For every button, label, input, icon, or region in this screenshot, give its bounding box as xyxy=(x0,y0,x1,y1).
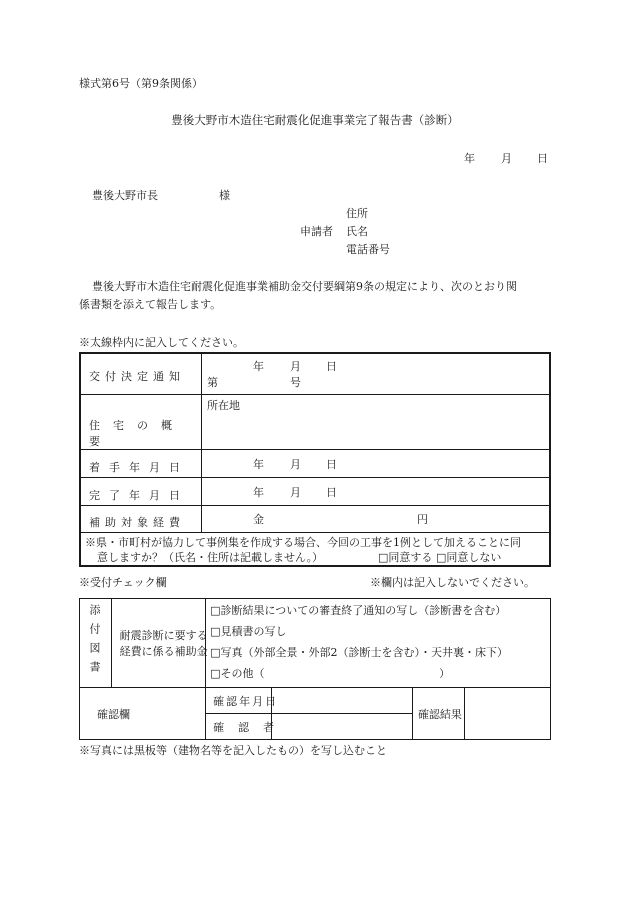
do-not-fill-note: ※欄内は記入しないでください。 xyxy=(370,576,535,589)
label-chars: 補助対象経費 xyxy=(89,515,185,529)
start-date-field[interactable] xyxy=(202,449,551,477)
table-row xyxy=(80,688,551,714)
photo-footnote: ※写真には黒板等（建物名等を記入したもの）を写し込むこと xyxy=(79,744,387,757)
completion-year: 年 xyxy=(253,485,264,499)
addressee-suffix: 様 xyxy=(219,189,230,202)
subsidy-cost-field[interactable] xyxy=(202,505,551,532)
notice-day: 日 xyxy=(326,360,337,373)
category-line1: 耐震診断に要する xyxy=(119,629,208,642)
table-row xyxy=(80,394,550,449)
label-text xyxy=(81,368,201,384)
document-title: 豊後大野市木造住宅耐震化促進事業完了報告書（診断） xyxy=(171,113,459,127)
subsidy-category xyxy=(111,599,206,688)
notice-month: 月 xyxy=(290,360,301,373)
label-text xyxy=(81,417,201,449)
completion-day: 日 xyxy=(326,485,337,499)
body-text-line2: 係書類を添えて報告します。 xyxy=(79,298,222,311)
confirm-date-field[interactable] xyxy=(271,688,412,714)
amount-yen: 円 xyxy=(417,512,428,526)
confirm-date-text: 確認年月日 xyxy=(213,695,279,708)
applicant-label: 申請者 xyxy=(300,225,333,238)
location-label: 所在地 xyxy=(207,398,240,412)
table-row xyxy=(80,505,550,532)
category-line2: 経費に係る補助金 xyxy=(119,645,208,658)
notice-dai: 第 xyxy=(207,376,218,389)
date-year: 年 xyxy=(464,152,475,165)
completion-month: 月 xyxy=(290,485,301,499)
start-month: 月 xyxy=(290,457,301,471)
check-item-estimate[interactable]: □見積書の写し xyxy=(210,625,287,638)
table-row xyxy=(80,477,550,505)
table-row xyxy=(80,599,551,688)
label-text xyxy=(81,459,201,475)
report-form-table xyxy=(79,352,551,567)
label-start-date xyxy=(80,449,202,477)
body-text-line1: 豊後大野市木造住宅耐震化促進事業補助金交付要綱第9条の規定により、次のとおり関 xyxy=(92,280,517,293)
start-day: 日 xyxy=(326,457,337,471)
label-house-overview xyxy=(80,394,202,449)
confirmer-text: 確認者 xyxy=(213,721,289,734)
label-chars: 交付決定通知 xyxy=(89,370,185,383)
completion-date-field[interactable] xyxy=(202,477,551,505)
consent-question-line1: ※県・市町村が協力して事例集を作成する場合、今回の工事を1例として加えることに同 xyxy=(85,535,521,549)
label-completion-date xyxy=(80,477,202,505)
check-item-photos[interactable]: □写真（外部全景・外部2（診断士を含む）・天井裏・床下） xyxy=(210,646,508,659)
house-overview-field[interactable] xyxy=(202,394,551,449)
confirm-date-label xyxy=(206,688,279,714)
phone-label: 電話番号 xyxy=(346,243,390,256)
label-chars: 住宅の概要 xyxy=(89,418,185,448)
date-day: 日 xyxy=(537,152,548,165)
consent-cell xyxy=(80,532,550,566)
confirm-column-text: 確認欄 xyxy=(97,708,130,721)
table-row xyxy=(80,532,550,566)
confirm-result-label xyxy=(412,688,464,740)
attachments-vertical: 添付図書 xyxy=(88,604,101,680)
agree-checkbox[interactable]: □同意する xyxy=(378,550,433,564)
notice-year: 年 xyxy=(253,360,264,373)
addressee: 豊後大野市長 xyxy=(92,189,158,202)
check-item-other-close: ） xyxy=(439,667,451,680)
label-chars: 着手年月日 xyxy=(89,460,189,474)
date-month: 月 xyxy=(501,152,512,165)
table-row xyxy=(80,449,550,477)
table-row xyxy=(80,353,550,394)
attachments-label xyxy=(80,599,112,688)
start-year: 年 xyxy=(253,457,264,471)
label-chars: 完了年月日 xyxy=(89,488,189,502)
instruction-note: ※太線枠内に記入してください。 xyxy=(79,336,244,349)
confirm-column-label xyxy=(80,688,206,740)
confirmer-label xyxy=(206,714,289,740)
form-number: 様式第6号（第9条関係） xyxy=(79,77,203,90)
label-text xyxy=(81,514,201,530)
confirm-result-field[interactable] xyxy=(464,688,550,740)
address-label: 住所 xyxy=(346,207,368,220)
label-decision-notice xyxy=(80,353,202,394)
decision-notice-field[interactable] xyxy=(202,353,551,394)
consent-question-line2: 意しますか？（氏名・住所は記載しません。） xyxy=(97,550,324,564)
reception-check-table xyxy=(79,598,551,740)
disagree-checkbox[interactable]: □同意しない xyxy=(436,550,502,564)
confirmer-field[interactable] xyxy=(271,714,412,740)
label-text xyxy=(81,487,201,503)
attachment-checklist xyxy=(206,599,551,688)
check-item-review-notice[interactable]: □診断結果についての審査終了通知の写し（診断書を含む） xyxy=(210,604,507,617)
amount-kin: 金 xyxy=(253,512,264,526)
name-label: 氏名 xyxy=(346,225,368,238)
reception-check-label: ※受付チェック欄 xyxy=(79,576,167,589)
confirm-result-text: 確認結果 xyxy=(417,708,462,721)
check-item-other[interactable]: □その他（ xyxy=(210,667,265,680)
notice-go: 号 xyxy=(290,376,301,389)
label-subsidy-cost xyxy=(80,505,202,532)
